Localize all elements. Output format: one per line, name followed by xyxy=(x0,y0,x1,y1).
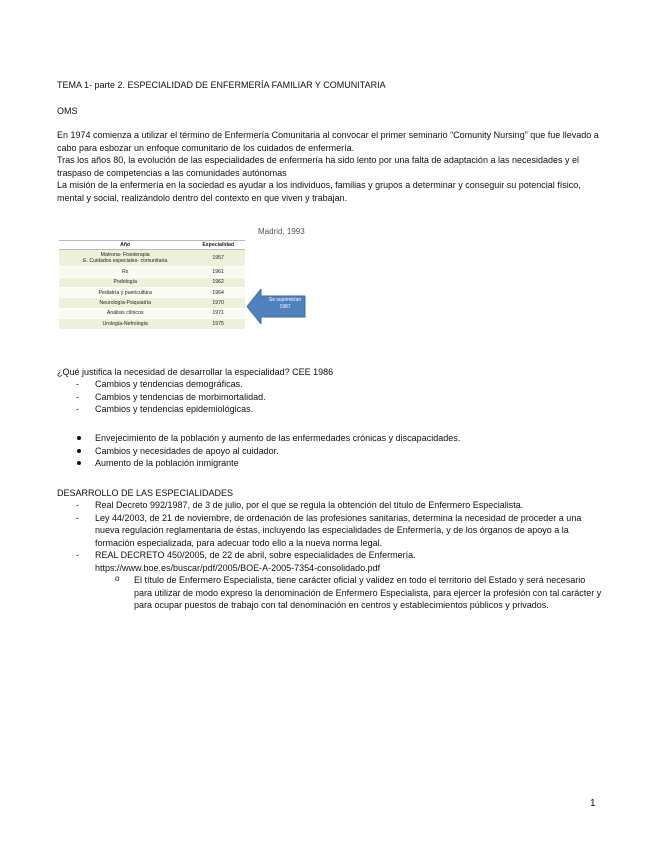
figure-caption: Madrid, 1993 xyxy=(258,227,305,236)
table-row xyxy=(59,277,245,287)
table-row xyxy=(59,267,245,277)
intro-paragraph-2: Tras los años 80, la evolución de las especialidades de enfermería ha sido lento por una falta de adaptación a las necesidades y el traspaso de competencias a las comunidades autónomas xyxy=(57,155,579,178)
table-cell-name: Análisis clínicos xyxy=(59,308,191,318)
document-title: TEMA 1- parte 2. ESPECIALIDAD DE ENFERMERÍA FAMILIAR Y COMUNITARIA xyxy=(57,80,386,90)
sub-list-item: o El título de Enfermero Especialista, tiene carácter oficial y validez en todo el territorio del Estado y será necesario para utilizar de modo expreso la denominación de Enfermero Especialista, para ejercer la profesión con tal carácter y para ocupar puestos de trabajo con tal denominación en centros y establecimientos públicos y privados. xyxy=(95,574,602,612)
question-list xyxy=(57,378,266,416)
left-arrow-icon xyxy=(247,289,307,324)
list-item: Aumento de la población inmigrante xyxy=(57,457,460,470)
list-item: Cambios y necesidades de apoyo al cuidador. xyxy=(57,445,460,458)
table-cell-name: Podología xyxy=(59,277,191,287)
list-item: Envejecimiento de la población y aumento de las enfermedades crónicas y discapacidades. xyxy=(57,432,460,445)
table-row xyxy=(59,298,245,308)
development-list xyxy=(57,499,602,612)
table-cell-year: 1957 xyxy=(191,250,245,267)
list-item: - Real Decreto 992/1987, de 3 de julio, por el que se regula la obtención del título de Enfermero Especialista. xyxy=(57,499,602,512)
arrow-label: Se suprimirían 1987 xyxy=(268,297,302,310)
intro-paragraph-3: La misión de la enfermería en la sociedad es ayudar a los individuos, familias y grupos a determinar y conseguir su potencial físico, mental y social, realizándolo dentro del contexto en que viven y trabajan. xyxy=(57,180,581,203)
sub-list xyxy=(95,574,602,612)
table-cell-name: Rx xyxy=(59,267,191,277)
development-heading: DESARROLLO DE LAS ESPECIALIDADES xyxy=(57,488,234,498)
table-cell-year: 1971 xyxy=(191,308,245,318)
page-number: 1 xyxy=(590,798,596,809)
decree-link[interactable]: https://www.boe.es/buscar/pdf/2005/BOE-A-2005-7354-consolidado.pdf xyxy=(95,562,381,573)
bullet-list xyxy=(57,432,460,470)
table-cell-year: 1961 xyxy=(191,267,245,277)
table-cell-year: 1975 xyxy=(191,319,245,329)
table-row xyxy=(59,250,245,267)
specialties-figure xyxy=(57,226,317,346)
table-row xyxy=(59,319,245,329)
intro-text xyxy=(57,129,602,204)
question-heading: ¿Qué justifica la necesidad de desarrollar la especialidad? CEE 1986 xyxy=(57,367,334,377)
intro-paragraph-1: En 1974 comienza a utilizar el término de Enfermería Comunitaria al convocar el primer seminario “Comunity Nursing” que fue llevado a cabo para esbozar un enfoque comunitario de los cuidados de enfermería. xyxy=(57,130,599,153)
table-cell-name: Pediatría y puericultura xyxy=(59,288,191,298)
list-item: - Cambios y tendencias epidemiológicas. xyxy=(57,403,266,416)
table-row xyxy=(59,308,245,318)
list-item: - Ley 44/2003, de 21 de noviembre, de ordenación de las profesiones sanitarias, determina la necesidad de proceder a una nueva regulación reglamentaria de éstas, incluyendo las especialidades de Enfermería, y de los órganos de apoyo a la formación especializada, para adecuar todo ello a la nueva norma legal. xyxy=(57,512,602,550)
list-item: - Cambios y tendencias demográficas. xyxy=(57,378,266,391)
list-item: - Cambios y tendencias de morbimortalidad. xyxy=(57,391,266,404)
table-header-year: Año xyxy=(59,241,191,250)
table-cell-name: Neurología-Psiquiatría xyxy=(59,298,191,308)
oms-heading: OMS xyxy=(57,106,78,116)
specialties-table xyxy=(59,240,245,330)
table-row xyxy=(59,288,245,298)
table-cell-name: Matrona- Fisioterapia E. Cuidados especiales- comunitaria xyxy=(59,250,191,267)
table-cell-year: 1970 xyxy=(191,298,245,308)
decree-title: - REAL DECRETO 450/2005, de 22 de abril, sobre especialidades de Enfermería. xyxy=(95,550,416,560)
table-cell-year: 1962 xyxy=(191,277,245,287)
list-item xyxy=(57,549,602,612)
table-header-specialty: Especialidad xyxy=(191,241,245,250)
table-cell-year: 1964 xyxy=(191,288,245,298)
table-cell-name: Urología-Nefrología xyxy=(59,319,191,329)
